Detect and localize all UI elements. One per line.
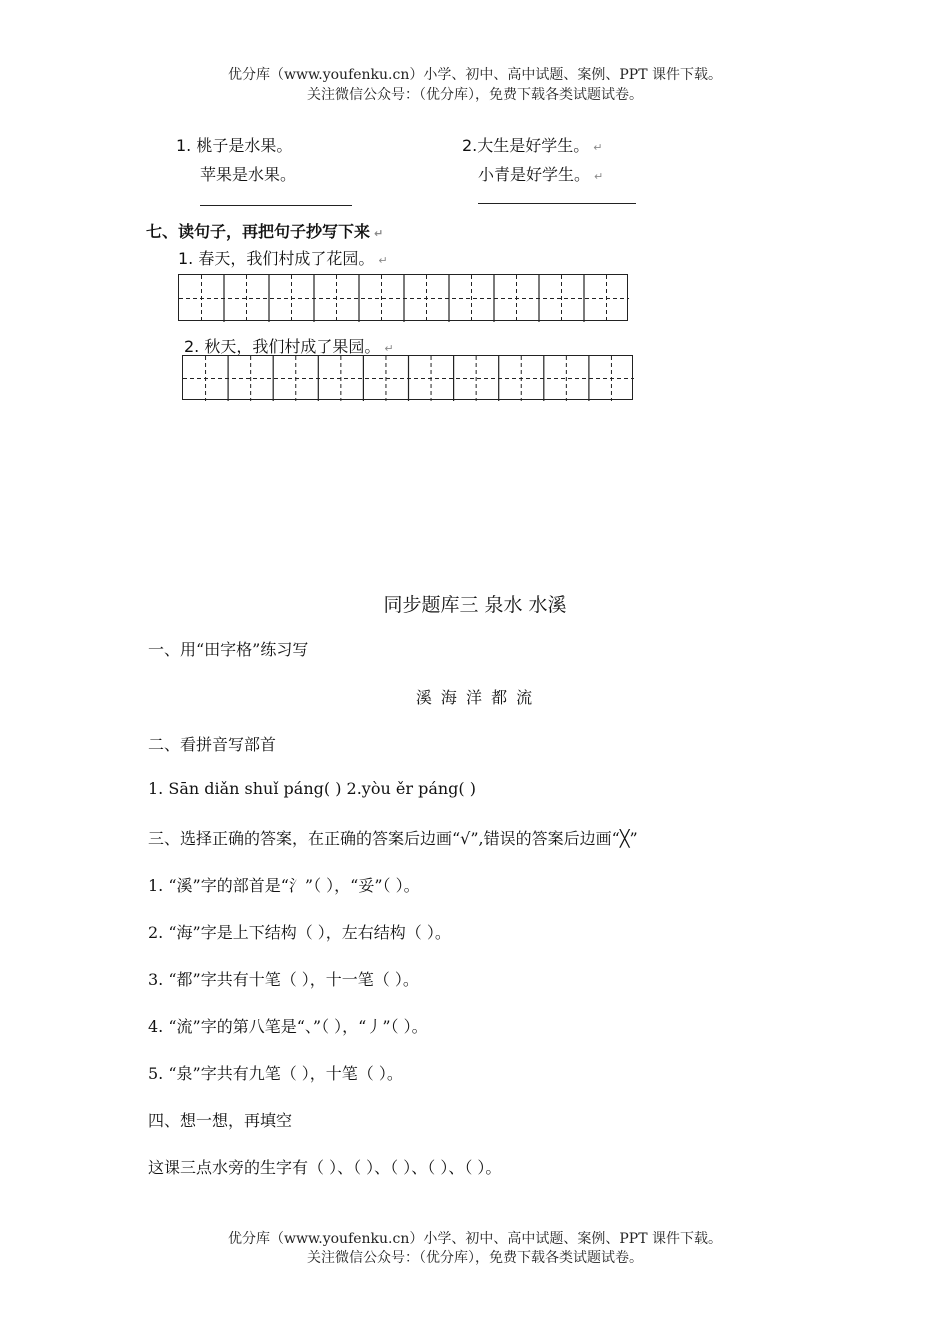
writing-grid-1-lines	[179, 275, 629, 322]
writing-grid-1[interactable]	[178, 274, 628, 321]
pair2-sentence-b: 小青是好学生。	[478, 165, 591, 184]
return-mark: ↵	[378, 254, 388, 267]
header-line-1: 优分库（www.youfenku.cn）小学、初中、高中试题、案例、PPT 课件下载。	[227, 67, 722, 83]
q3-item-4: 4. “流”字的第八笔是“、”（ ），“丿”（ ）。	[148, 1017, 428, 1036]
pair2-sentence-a: 大生是好学生。	[477, 136, 590, 155]
header-line-2: 关注微信公众号：（优分库），免费下载各类试题试卷。	[307, 87, 643, 103]
return-mark: ↵	[594, 170, 604, 183]
return-mark: ↵	[384, 342, 394, 355]
q2-pinyin-line: 1. Sān diǎn shuǐ páng( ) 2.yòu ěr páng( )	[148, 779, 476, 798]
pair1-sentence-a: 桃子是水果。	[196, 136, 293, 155]
q1-title: 一、用“田字格”练习写	[148, 640, 309, 659]
pair1-number: 1.	[176, 136, 192, 155]
q3-item-2: 2. “海”字是上下结构（ ），左右结构（ ）。	[148, 923, 451, 942]
return-mark: ↵	[374, 227, 384, 240]
footer-line-1: 优分库（www.youfenku.cn）小学、初中、高中试题、案例、PPT 课件下载。	[227, 1231, 722, 1247]
pair2-number: 2.	[462, 136, 478, 155]
q3-item-1: 1. “溪”字的部首是“氵”（ ），“妥”（ ）。	[148, 876, 420, 895]
section7-sentence-2: 2. 秋天，我们村成了果园。 ↵	[184, 337, 394, 356]
q3-item-3: 3. “都”字共有十笔（ ），十一笔（ ）。	[148, 970, 419, 989]
q4-fill-line: 这课三点水旁的生字有（ ）、（ ）、（ ）、（ ）、（ ）。	[148, 1158, 502, 1177]
q2-title: 二、看拼音写部首	[148, 735, 277, 754]
return-mark: ↵	[593, 141, 603, 154]
pair1-sentence-b: 苹果是水果。	[200, 165, 297, 184]
q1-characters: 溪 海 洋 都 流	[415, 688, 535, 707]
page-title: 同步题库三 泉水 水溪	[383, 594, 567, 616]
pair1-answer-line	[200, 205, 352, 206]
pair2-line-b	[478, 162, 603, 185]
q3-title: 三、选择正确的答案，在正确的答案后边画“√”,错误的答案后边画“╳”	[148, 829, 638, 848]
section7-sentence-1: 1. 春天，我们村成了花园。 ↵	[178, 249, 388, 268]
writing-grid-2[interactable]	[182, 355, 633, 400]
pair1-line-a	[176, 133, 292, 156]
q3-item-5: 5. “泉”字共有九笔（ ），十笔（ ）。	[148, 1064, 403, 1083]
section7-title: 七、读句子，再把句子抄写下来 ↵	[146, 222, 384, 241]
q4-title: 四、想一想，再填空	[148, 1111, 293, 1130]
pair2-line-a	[462, 133, 603, 156]
footer-line-2: 关注微信公众号：（优分库），免费下载各类试题试卷。	[307, 1250, 643, 1266]
pair2-answer-line	[478, 203, 636, 204]
writing-grid-2-lines	[183, 356, 634, 401]
